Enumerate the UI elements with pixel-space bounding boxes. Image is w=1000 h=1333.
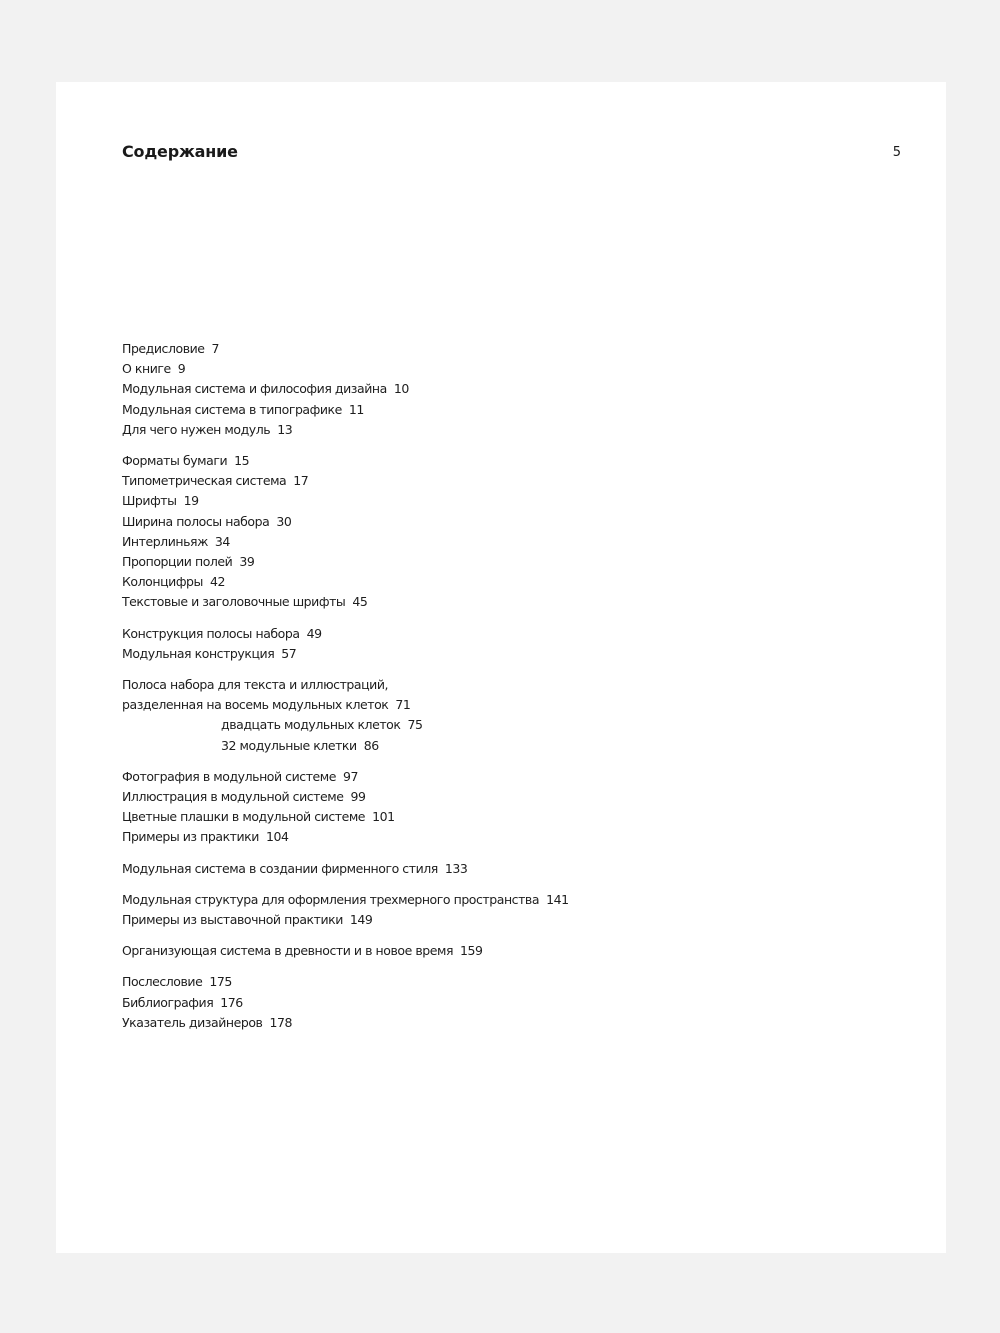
toc-entry	[122, 644, 882, 664]
toc-entry-page: 141	[546, 891, 569, 907]
toc-entry-title: Модульная структура для оформления трехмерного пространства	[122, 891, 540, 907]
toc-entry-title: Типометрическая система	[122, 473, 287, 489]
toc-entry	[122, 993, 882, 1013]
toc-group	[122, 941, 882, 961]
toc-entry-title: Модульная система и философия дизайна	[122, 381, 387, 397]
toc-entry-title: Фотография в модульной системе	[122, 768, 336, 784]
toc-entry-title: Указатель дизайнеров	[122, 1014, 263, 1030]
toc-entry-page: 19	[183, 493, 199, 509]
toc-entry-title: Организующая система в древности и в новое время	[122, 943, 454, 959]
toc-entry-title: Ширина полосы набора	[122, 513, 270, 529]
toc-entry-title: Конструкция полосы набора	[122, 625, 300, 641]
toc-entry-title: Предисловие	[122, 341, 205, 356]
toc-group	[122, 890, 882, 930]
toc-entry-title: Библиография	[122, 994, 214, 1010]
toc-entry	[122, 767, 882, 787]
toc-entry	[122, 807, 882, 827]
toc-entry-title: 32 модульные клетки	[221, 737, 357, 753]
toc-entry	[122, 451, 882, 471]
toc-entry	[122, 339, 882, 359]
toc-entry-title: Модульная система в создании фирменного стиля	[122, 860, 438, 876]
toc-entry-page: 86	[363, 737, 379, 753]
toc-entry-page: 75	[407, 717, 423, 733]
table-of-contents	[122, 339, 882, 1044]
toc-entry	[122, 827, 882, 847]
toc-group	[122, 339, 882, 440]
toc-entry-title: Форматы бумаги	[122, 453, 228, 469]
toc-entry	[122, 420, 882, 440]
toc-entry-page: 34	[214, 533, 230, 549]
toc-entry-page: 133	[444, 860, 468, 876]
page-number: 5	[892, 145, 901, 160]
toc-group	[122, 451, 882, 613]
toc-entry-title: двадцать модульных клеток	[221, 717, 401, 733]
toc-entry	[122, 1013, 882, 1033]
toc-entry-page: 30	[276, 513, 292, 529]
toc-entry-title: Интерлиньяж	[122, 533, 208, 549]
toc-entry-page: 15	[234, 453, 250, 469]
toc-entry-title: Примеры из практики	[122, 829, 259, 845]
toc-entry	[122, 471, 882, 491]
toc-entry-page: 57	[281, 645, 297, 661]
toc-entry-title: О книге	[122, 361, 171, 377]
toc-entry	[122, 675, 882, 695]
toc-entry-title: Цветные плашки в модульной системе	[122, 809, 366, 825]
toc-entry-page: 97	[343, 768, 359, 784]
toc-entry-title: Для чего нужен модуль	[122, 421, 271, 437]
toc-entry	[122, 359, 882, 379]
toc-group	[122, 859, 882, 879]
toc-entry-page: 45	[352, 594, 368, 610]
toc-entry	[122, 532, 882, 552]
toc-entry-page: 13	[277, 421, 293, 437]
toc-entry-page: 159	[460, 943, 483, 959]
book-page	[56, 82, 946, 1253]
toc-entry-title: Текстовые и заголовочные шрифты	[122, 594, 346, 610]
toc-entry	[122, 400, 882, 420]
toc-entry	[122, 890, 882, 910]
toc-entry	[122, 491, 882, 511]
toc-entry-title: Колонцифры	[122, 574, 203, 590]
toc-entry-page: 11	[348, 401, 364, 417]
toc-entry-page: 99	[350, 789, 366, 805]
toc-entry-page: 71	[395, 697, 411, 713]
toc-entry-title: Послесловие	[122, 974, 203, 990]
toc-entry-page: 176	[220, 994, 243, 1010]
toc-entry	[122, 695, 882, 715]
toc-entry-page: 17	[293, 473, 309, 489]
toc-entry	[122, 512, 882, 532]
toc-entry-page: 175	[209, 974, 232, 990]
toc-entry-title: Модульная система в типографике	[122, 401, 342, 417]
toc-entry	[122, 592, 882, 612]
toc-entry	[122, 624, 882, 644]
toc-entry	[122, 379, 882, 399]
toc-entry-page: 42	[209, 574, 225, 590]
toc-entry	[122, 910, 882, 930]
page-title: Содержание	[122, 142, 238, 161]
toc-entry-title: разделенная на восемь модульных клеток	[122, 697, 389, 713]
toc-entry	[122, 859, 882, 879]
toc-entry-page: 39	[239, 554, 255, 570]
toc-entry	[122, 572, 882, 592]
toc-entry-page: 7	[211, 341, 220, 356]
toc-entry-title: Модульная конструкция	[122, 645, 275, 661]
toc-group	[122, 767, 882, 848]
toc-entry	[122, 552, 882, 572]
toc-entry-page: 104	[265, 829, 289, 845]
toc-entry-page: 10	[393, 381, 409, 397]
toc-group	[122, 675, 882, 756]
toc-entry	[122, 715, 882, 735]
toc-entry-title: Шрифты	[122, 493, 177, 509]
toc-entry-title: Иллюстрация в модульной системе	[122, 789, 344, 805]
toc-entry	[122, 787, 882, 807]
toc-entry	[122, 972, 882, 992]
toc-entry-page: 178	[269, 1014, 292, 1030]
toc-entry-title: Полоса набора для текста и иллюстраций,	[122, 677, 389, 693]
toc-entry	[122, 941, 882, 961]
toc-entry-title: Пропорции полей	[122, 554, 233, 570]
toc-entry-page: 149	[349, 912, 373, 928]
toc-entry	[122, 736, 882, 756]
toc-entry-title: Примеры из выставочной практики	[122, 912, 343, 928]
toc-entry-page: 49	[306, 625, 322, 641]
toc-group	[122, 972, 882, 1033]
toc-entry-page: 101	[372, 809, 395, 825]
toc-entry-page: 9	[177, 361, 186, 377]
toc-group	[122, 624, 882, 664]
